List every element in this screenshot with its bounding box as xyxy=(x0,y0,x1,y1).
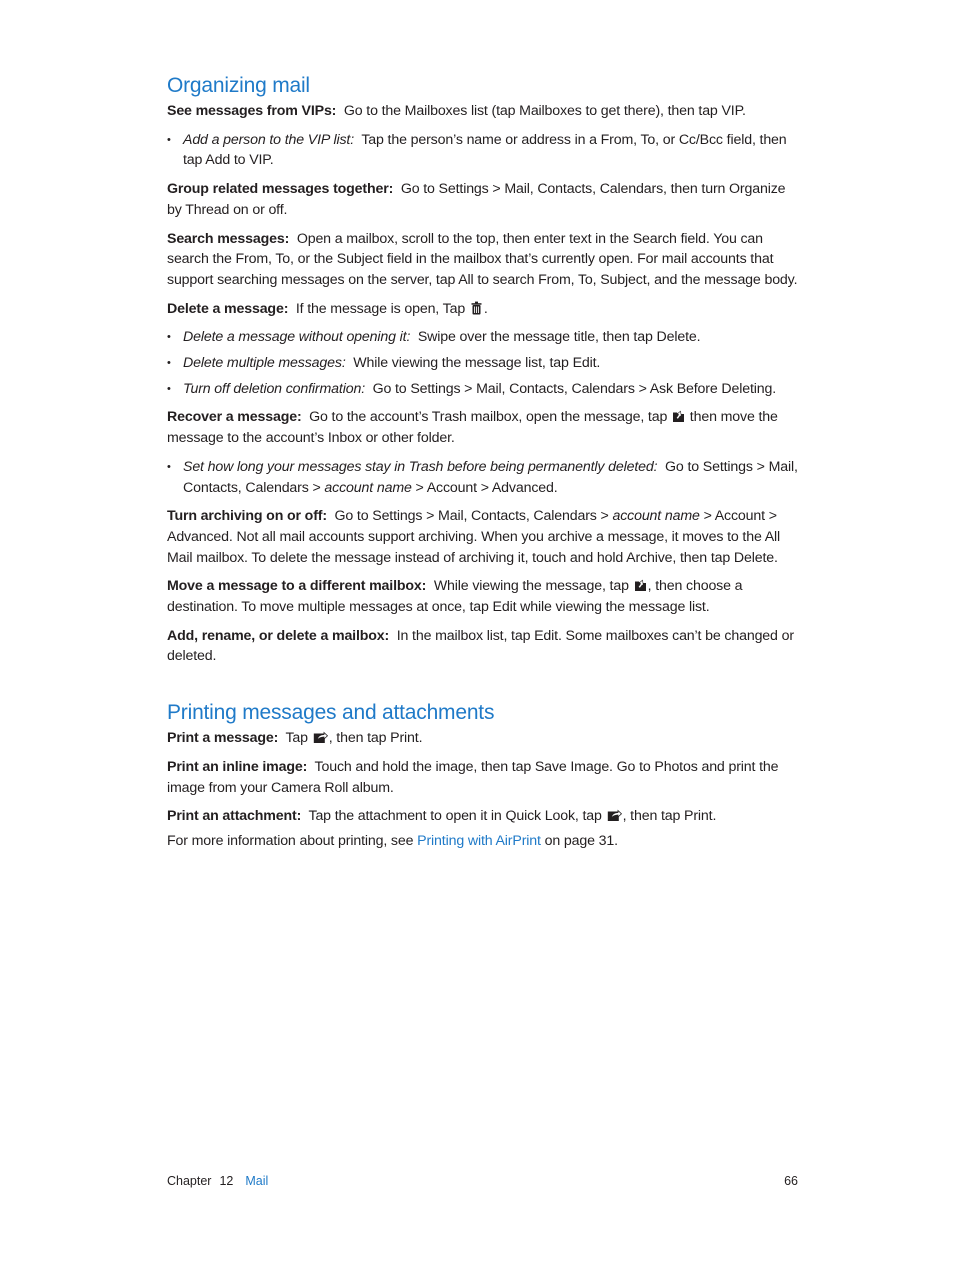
label-vips: See messages from VIPs: xyxy=(167,103,337,119)
footer-chapter-number: 12 xyxy=(219,1174,234,1188)
footer-chapter-name[interactable]: Mail xyxy=(245,1174,269,1188)
paragraph-vips: See messages from VIPs: Go to the Mailboxes list (tap Mailboxes to get there), then tap VIP. xyxy=(167,103,746,119)
page-number: 66 xyxy=(784,1174,798,1188)
paragraph-recover: Recover a message: Go to the account’s Trash mailbox, open the message, tap then move the message to the account’s Inbox or other folder. xyxy=(167,409,778,447)
list-item: • Delete a message without opening it: Swipe over the message title, then tap Delete. xyxy=(167,327,799,348)
paragraph-archiving: Turn archiving on or off: Go to Settings > Mail, Contacts, Calendars > account name > Account > Advanced. Not all mail accounts support archiving. When you archive a message, it moves to the All Mail mailbox. To delete the message instead of archiving it, touch and hold Archive, then tap Delete. xyxy=(167,508,781,566)
move-folder-icon xyxy=(634,578,647,592)
move-folder-icon xyxy=(672,409,685,423)
footer-chapter-label: Chapter xyxy=(167,1174,212,1188)
paragraph-delete: Delete a message: If the message is open, Tap . xyxy=(167,300,488,317)
bullets-delete xyxy=(167,327,799,399)
paragraph-print-image: Print an inline image: Touch and hold the image, then tap Save Image. Go to Photos and print the image from your Camera Roll album. xyxy=(167,758,779,796)
paragraph-print-attachment: Print an attachment: Tap the attachment to open it in Quick Look, tap , then tap Print. xyxy=(167,808,717,825)
action-icon xyxy=(313,730,328,744)
paragraph-move: Move a message to a different mailbox: While viewing the message, tap , then choose a destination. To move multiple messages at once, tap Edit while viewing the message list. xyxy=(167,578,743,616)
bullets-recover xyxy=(167,457,799,498)
paragraph-more-info: For more information about printing, see Printing with AirPrint on page 31. xyxy=(167,832,618,849)
list-item: • Add a person to the VIP list: Tap the person’s name or address in a From, To, or Cc/Bcc field, then tap Add to VIP. xyxy=(167,130,799,171)
paragraph-mailbox: Add, rename, or delete a mailbox: In the mailbox list, tap Edit. Some mailboxes can’t be changed or deleted. xyxy=(167,627,794,665)
bullets-vips xyxy=(167,130,799,171)
section-heading-organizing-mail: Organizing mail xyxy=(167,74,310,97)
page-content xyxy=(167,72,799,860)
list-item: • Set how long your messages stay in Trash before being permanently deleted: Go to Settings > Mail, Contacts, Calendars > account name > Account > Advanced. xyxy=(167,457,799,498)
paragraph-group: Group related messages together: Go to Settings > Mail, Contacts, Calendars, then turn Organize by Thread on or off. xyxy=(167,181,786,218)
action-icon xyxy=(607,808,622,822)
list-item: • Delete multiple messages: While viewing the message list, tap Edit. xyxy=(167,353,799,374)
footer-chapter xyxy=(167,1173,268,1189)
trash-icon xyxy=(470,301,483,315)
section-heading-printing: Printing messages and attachments xyxy=(167,701,495,725)
list-item: • Turn off deletion confirmation: Go to Settings > Mail, Contacts, Calendars > Ask Before Deleting. xyxy=(167,379,799,400)
paragraph-print-message: Print a message: Tap , then tap Print. xyxy=(167,730,423,747)
airprint-link[interactable]: Printing with AirPrint xyxy=(417,832,541,849)
paragraph-search: Search messages: Open a mailbox, scroll to the top, then enter text in the Search field. You can search the From, To, or the Subject field in the mailbox that’s currently open. For mail accounts that support searching messages on the server, tap All to search From, To, Subject, and the message body. xyxy=(167,230,798,288)
